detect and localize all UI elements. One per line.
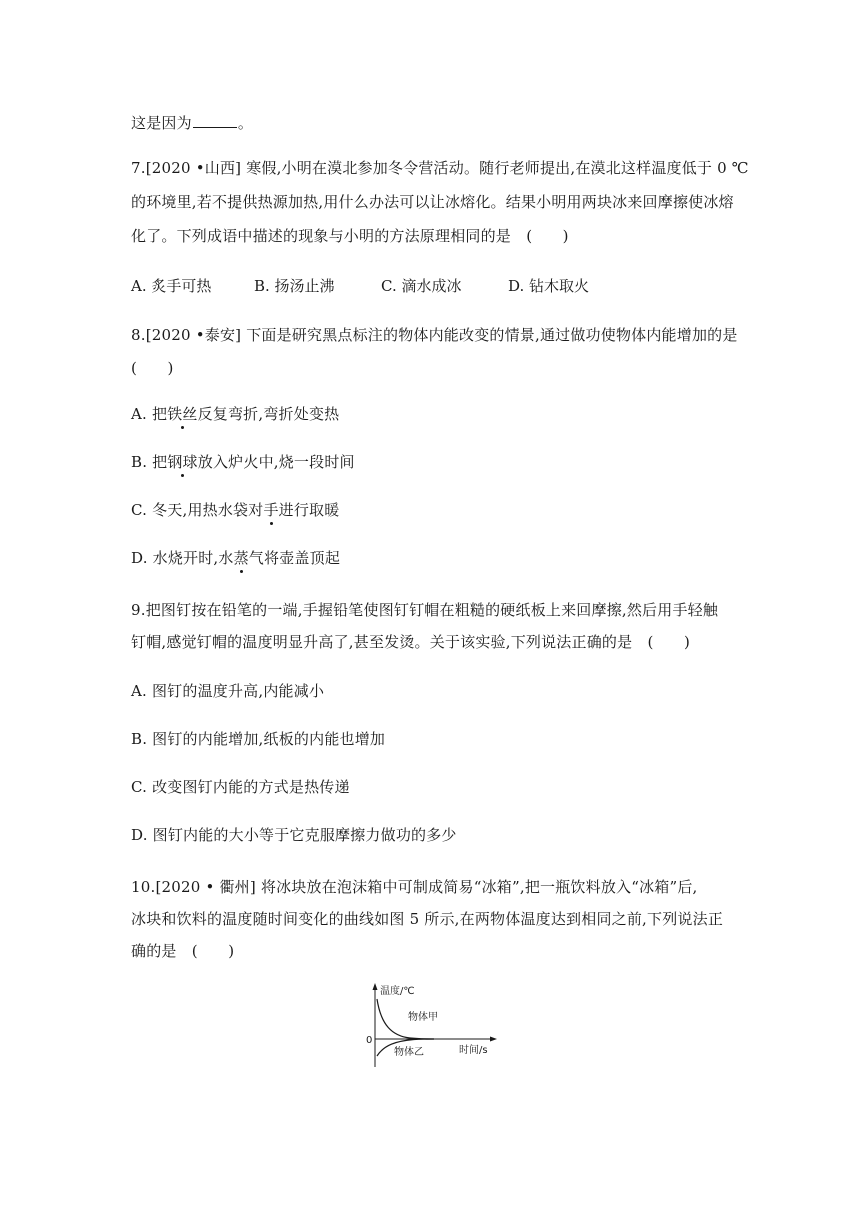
- q9-line-2: 钉帽,感觉钉帽的温度明显升高了,甚至发烫。关于该实验,下列说法正确的是 ( ): [131, 633, 691, 651]
- q8-option-a: [131, 404, 339, 424]
- q9-option-c: C. 改变图钉内能的方式是热传递: [131, 778, 350, 796]
- q8-option-c-dotted: 手: [263, 501, 279, 519]
- q10-text-1: 将冰块放在泡沫箱中可制成简易“冰箱”,把一瓶饮料放入“冰箱”后,: [260, 878, 698, 896]
- q8-option-b: [131, 452, 355, 472]
- q10-line-1: [131, 877, 698, 897]
- q8-option-c: [131, 500, 339, 520]
- q8-number: 8.: [131, 326, 146, 344]
- y-axis-arrow-icon: [373, 983, 378, 990]
- q9-text-1: 把图钉按在铅笔的一端,手握铅笔使图钉钉帽在粗糙的硬纸板上来回摩擦,然后用手轻触: [145, 601, 719, 619]
- q8-source: [2020 •泰安]: [145, 326, 242, 344]
- q9-option-a: A. 图钉的温度升高,内能减小: [131, 682, 325, 700]
- q7-option-a: A. 炙手可热: [131, 277, 212, 295]
- q8-option-a-post: 反复弯折,弯折处变热: [197, 405, 340, 423]
- q10-source: [2020 • 衢州]: [155, 878, 256, 896]
- temperature-time-graph: [364, 981, 514, 1071]
- q8-line-1: [131, 325, 738, 345]
- q10-line-3: 确的是 ( ): [131, 942, 235, 960]
- q8-text-1: 下面是研究黑点标注的物体内能改变的情景,通过做功使物体内能增加的是: [246, 326, 738, 344]
- q9-option-b: B. 图钉的内能增加,纸板的内能也增加: [131, 730, 386, 748]
- q10-number: 10.: [131, 878, 156, 896]
- q6-tail-line: [131, 113, 253, 133]
- q8-option-b-dotted: 钢球: [167, 453, 198, 471]
- q7-text-1: 寒假,小明在漠北参加冬令营活动。随行老师提出,在漠北这样温度低于 0 ℃: [246, 159, 749, 177]
- q7-option-b: B. 扬汤止沸: [254, 277, 335, 295]
- q10-line-2: 冰块和饮料的温度随时间变化的曲线如图 5 所示,在两物体温度达到相同之前,下列说法正: [131, 910, 724, 928]
- q7-option-d: D. 钻木取火: [508, 277, 590, 295]
- q8-option-a-dotted: 铁丝: [167, 405, 198, 423]
- q8-option-b-post: 放入炉火中,烧一段时间: [197, 453, 355, 471]
- curve-b-label: 物体乙: [394, 1047, 424, 1058]
- q9-option-d: D. 图钉内能的大小等于它克服摩擦力做功的多少: [131, 826, 457, 844]
- q9-line-1: [131, 600, 718, 620]
- q8-option-c-post: 进行取暖: [278, 501, 340, 519]
- q7-option-c: C. 滴水成冰: [381, 277, 462, 295]
- answer-blank: [193, 113, 237, 128]
- q8-option-d-post: 将壶盖顶起: [264, 549, 341, 567]
- q7-line-3: 化了。下列成语中描述的现象与小明的方法原理相同的是 ( ): [131, 227, 569, 245]
- q8-option-d: [131, 548, 340, 568]
- q7-line-2: 的环境里,若不提供热源加热,用什么办法可以让冰熔化。结果小明用两块冰来回摩擦使冰熔: [131, 193, 734, 211]
- q7-number: 7.: [131, 159, 146, 177]
- q8-option-d-dotted: 水蒸气: [218, 549, 265, 567]
- y-axis-label: 温度/℃: [380, 986, 415, 997]
- temperature-time-figure: [364, 981, 514, 1071]
- q7-source: [2020 •山西]: [145, 159, 242, 177]
- q6-tail-text: 这是因为: [131, 114, 192, 132]
- origin-label: 0: [366, 1035, 373, 1046]
- q8-option-c-pre: C. 冬天,用热水袋对: [131, 501, 264, 519]
- q7-line-1: [131, 158, 749, 178]
- x-axis-label: 时间/s: [459, 1045, 488, 1056]
- x-axis-arrow-icon: [490, 1037, 497, 1042]
- q9-number: 9.: [131, 601, 146, 619]
- q8-option-b-pre: B. 把: [131, 453, 168, 471]
- q8-option-a-pre: A. 把: [131, 405, 168, 423]
- q8-option-d-pre: D. 水烧开时,: [131, 549, 219, 567]
- curve-a-label: 物体甲: [408, 1012, 438, 1023]
- q6-tail-end: 。: [237, 114, 254, 132]
- q8-line-2: ( ): [131, 359, 174, 377]
